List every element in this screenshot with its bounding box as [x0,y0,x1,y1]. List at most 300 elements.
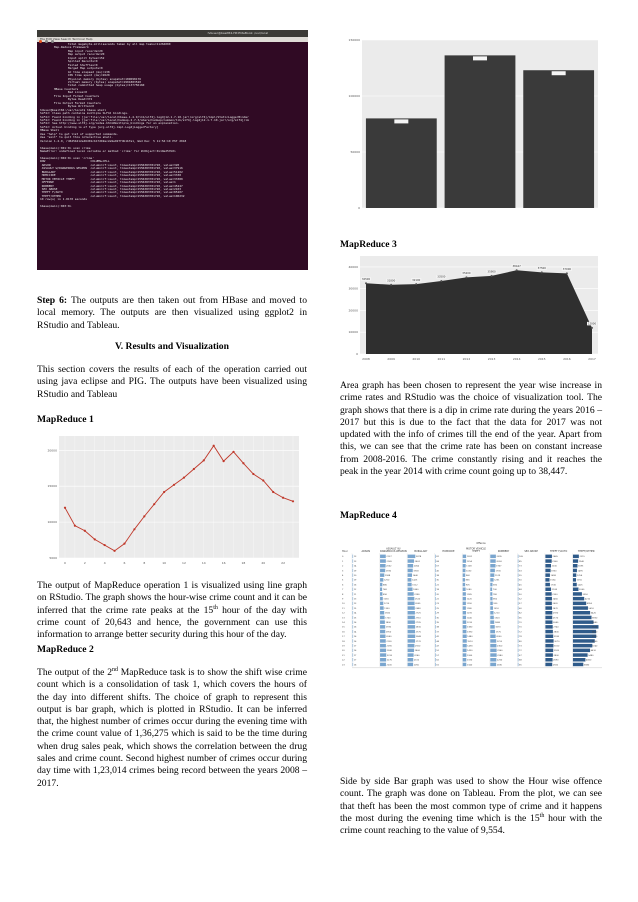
data-point [242,462,244,464]
bar-value-label: 2180 [496,664,503,667]
bar-value-label: 4210 [584,598,591,601]
bar-value-label: 1519 [494,575,501,577]
x-tick-label: 0 [64,561,66,565]
mr4-tableau-chart-svg [340,540,602,682]
bar [573,644,592,648]
bar-value-label: 2680 [415,607,421,610]
bar-value-label: 2215 [579,556,585,559]
bar-value-label: 2878 [415,556,422,559]
bar-value-label: 73 [519,565,522,568]
bar [408,611,415,615]
terminal-line: SLF4J: Actual binding is of type [org.slf4j.impl.Log4jLoggerFactory] [40,124,159,129]
bar [408,578,412,582]
mr4-text-b: hour with the crime count reaching to the value of 9,554. [340,812,602,837]
mr2-bar-chart-svg [340,32,602,228]
bar-value-label: 5480 [588,654,594,657]
terminal-screenshot [37,30,308,270]
data-point [64,507,66,509]
bar [545,620,552,624]
bar [408,583,412,587]
bar-value-label-box [473,56,487,60]
mr3-area-chart-svg [340,252,602,370]
data-point [94,538,96,540]
terminal-line: MOTOR VEHICLE THEFT column=cf:count, timestamp=1556383781720, value=33380 [40,176,183,181]
data-point [252,473,254,475]
bar [545,635,553,639]
data-point [173,484,175,486]
column-header: MOTOR VEHICLE [466,547,486,551]
column-header: DANGEROUS WEAPON [379,550,407,553]
bar [408,602,415,606]
bar [380,620,385,624]
bar-value-label: 6410 [590,650,596,653]
bar-value-label: 2380 [497,654,503,657]
bar-value-label: 9554 [592,626,598,629]
bar [380,625,385,629]
bar [463,616,466,620]
bar-value-label: 25 [436,607,440,610]
bar-value-label: 68 [519,659,522,662]
bar-value-label: 1030 [466,570,472,573]
bar [490,573,494,577]
bar-value-label: 6420 [590,612,597,615]
terminal-line: HOMICIDE column=cf:count, timestamp=1556383781720, value=3338 [40,173,181,178]
bar-value-label: 16 [353,650,357,653]
bar-value-label: 880 [383,584,387,587]
bar-value-label: 13 [353,598,357,601]
bar-value-label: 1235 [466,612,472,615]
terminal-line: Map output records=20 [40,52,105,57]
row-hour-label: 23 [342,664,345,667]
row-hour-label: 12 [342,612,345,615]
bar [463,559,466,563]
bar [463,588,466,592]
value-label: 35900 [487,270,496,274]
mr1-line-chart [37,430,307,572]
bar [490,611,493,615]
bar [545,649,553,653]
terminal-line: THEFT/OTHER column=cf:count, timestamp=1556383781720, value=100232 [40,193,185,198]
mr4-heading [340,510,602,522]
terminal-line: Physical memory (bytes) snapshot=189698176 [40,76,141,81]
bar-value-label: 1210 [494,612,500,615]
mr2-text-a: The output of the 2 [37,667,112,678]
bar-value-label: 2270 [386,659,393,662]
value-label: 38447 [512,264,521,268]
bar [463,658,467,662]
bar [463,606,466,610]
terminal-line: hbase(main):002:0> scan 'crime' [40,155,94,160]
x-tick-label: 6 [123,561,126,565]
terminal-line: BURGLARY column=cf:count, timestamp=1556383781720, value=51202 [40,169,183,174]
step6-text: The outputs are then taken out from HBase and moved to local memory. The outputs are then visualized using ggplot2 in RStudio and Tableau. [37,295,308,331]
x-tick-label: 10 [162,561,167,565]
terminal-line: THEFT F/AUTO column=cf:count, timestamp=1556383781720, value=85207 [40,190,183,195]
bar [573,564,578,568]
bar-value-label: 1730 [495,570,501,573]
bar [380,639,386,643]
bar-value-label: 12 [353,589,357,592]
bar-value-label: 2190 [386,645,392,648]
column-header: ARSON [361,550,371,553]
bar-value-label: 2240 [386,650,392,653]
bar-value-label: 2062 [386,565,392,568]
bar-value-label: 72 [519,650,522,653]
bar-value-label: 1560 [384,612,391,615]
bar-value-label: 16 [353,584,357,587]
bar-value-label: 13 [353,560,357,563]
bar-value-label: 1360 [466,654,473,657]
mr1-caption [37,580,307,641]
section-title [37,341,307,353]
data-point [153,503,155,505]
bar-value-label: 78 [519,636,522,639]
bar-value-label: 19 [353,579,357,582]
bar-value-label: 17 [353,659,357,662]
bar-value-label: 1967 [496,565,502,568]
bar [463,663,467,667]
terminal-title-bar [37,30,308,37]
bar-value-label: 930 [493,603,498,606]
bar-value-label: 85 [519,560,522,563]
row-hour-label: 20 [342,650,345,653]
terminal-line: hbase(main):003:0> [40,204,74,209]
data-point [232,451,234,453]
column-header: THEFT [472,550,480,553]
bar-value-label: 14 [353,612,357,615]
bar-value-label: 3010 [554,645,560,648]
value-label: 32100 [412,278,421,282]
bar-value-label: 16 [353,636,357,639]
mr4-tableau-chart [340,540,602,682]
bar-value-label: 7240 [592,645,598,648]
bar-value-label: 2310 [386,654,393,657]
bar-value-label: 63 [519,570,522,573]
bar-value-label: 42 [436,636,440,639]
bar [573,663,583,667]
value-label: 35200 [462,272,471,276]
bar [573,592,582,596]
terminal-line: Bytes Read=372 [40,97,93,102]
bar [545,644,553,648]
bar [545,583,550,587]
bar-value-label: 1554 [550,579,556,582]
bar [408,625,416,629]
bar [573,569,577,573]
bar-value-label: 2050 [413,664,419,667]
bar-value-label: 30 [436,617,440,620]
column-header: THEFT F/AUTO [550,550,568,553]
y-tick-label: 100000 [348,94,360,98]
bar [463,597,466,601]
data-point [516,269,518,271]
x-tick-label: 2014 [512,357,521,361]
bar-value-label: 2402 [414,560,420,563]
terminal-line: SLF4J: Class path contains multiple SLF4J bindings. [40,111,129,116]
data-point [415,283,417,285]
bar [463,564,466,568]
y-tick-label: 40000 [348,264,358,269]
data-point [440,280,442,282]
terminal-line: hduser@basit84:/usr/local$ hbase shell [40,107,107,112]
bar-value-label: 37 [436,631,440,634]
bar-value-label: 2350 [552,593,558,596]
bar-value-label: 61 [436,664,440,667]
bar-value-label: 70 [519,622,522,624]
mr3-text: Area graph has been chosen to represent the year wise increase in crime rates and RStudio was the choice of visualization tool. The graph shows that there is a dip in crime rate during the years 2016 – 2017 but this is due to the fact that the data for 2017 was not updated with the info of crimes till the end of the year. Apart from this, we can see that the crime rate has been on constant increase from 2008-2016. The crime constantly rising and it reaches the peak in the year 2014 with crime count going up to 38,447. [340,380,602,478]
bar-value-label: 700 [492,589,497,592]
bar-value-label: 1930 [385,570,392,573]
bar-value-label: 67 [436,565,440,568]
bar-value-label: 13 [353,603,357,606]
bar-value-label: 15 [353,617,357,620]
bar [463,602,466,606]
data-point [591,327,593,329]
bar [573,555,579,559]
bar-value-label: 2520 [414,598,421,601]
bar [573,620,594,624]
mr2-heading [37,644,307,656]
y-tick-label: 150000 [348,38,360,42]
bar [545,606,552,610]
bar [573,583,577,587]
mr4-text-sup: th [539,812,545,819]
bar [573,658,585,662]
bar [490,653,496,657]
terminal-line: File Input Format Counters [40,93,100,98]
data-point [84,530,86,532]
x-tick-label: 2012 [462,357,471,361]
x-tick-label: 2008 [362,357,370,361]
bar-value-label: 6950 [592,617,598,620]
bar-value-label: 165 [519,556,524,559]
bar-value-label: 81 [436,556,440,559]
y-tick-label: 5000 [49,556,57,560]
section-text: This section covers the results of each of the operation carried out using java eclipse and PIG. The outputs have been visualized using RStudio and Tableau [37,364,307,400]
row-hour-label: 18 [342,640,345,643]
x-tick-label: 8 [143,561,146,565]
bar [490,639,496,643]
y-tick-label: 20000 [348,308,358,313]
bar-value-label: 2560 [552,664,559,667]
terminal-menu: File Edit View Search Terminal Help [37,37,308,42]
bar-value-label: 1281 [466,556,473,559]
bar-value-label: 2000 [496,636,502,639]
bar-value-label: 2137 [386,556,392,559]
bar-value-label: 940 [465,575,470,577]
bar [408,555,416,559]
bar [380,649,386,653]
bar [380,602,383,606]
step6-paragraph [37,295,307,332]
y-tick-label: 30000 [348,286,358,291]
terminal-title: hduser@basit84-HP-EliteBook: /usr/local [207,31,268,35]
bar-value-label: 1770 [495,631,501,634]
row-hour-label: 1 [342,560,344,563]
y-tick-label: 50000 [350,150,360,154]
bar-value-label: 29 [436,612,440,615]
terminal-line: 10 row(s) in 1.0170 seconds [40,197,87,202]
terminal-line: HBase Counters [40,86,79,91]
bar-value-label: 1350 [384,607,390,610]
column-header: BURGLARY [414,550,428,553]
terminal-line: Use "help" to get list of supported commands. [40,131,119,136]
bar-value-label: 1480 [467,636,473,639]
bar-value-label: 5610 [588,607,594,610]
bar-value-label: 2200 [386,664,392,667]
bar-value-label: 20 [353,575,357,577]
y-tick-label: 10000 [348,330,358,335]
bar [380,616,385,620]
bar-value-label: 1700 [385,617,391,620]
row-hour-label: 9 [342,598,344,601]
bar-value-label: 44 [436,640,440,643]
x-tick-label: 18 [241,561,246,565]
data-point [541,271,543,273]
bar-value-label: 1080 [466,589,472,592]
bar-value-label: 70 [519,626,522,629]
bar [545,592,551,596]
data-point [390,284,392,286]
bar-value-label: 45 [436,570,440,573]
bar-value-label: 1950 [385,631,392,634]
bar-value-label: 2725 [415,612,421,615]
bar [573,616,592,620]
mr2-heading-text: MapReduce 2 [37,644,94,655]
row-hour-label: 13 [342,617,345,620]
bar-value-label: 1640 [412,575,418,577]
bar-value-label: 72 [519,631,522,634]
bar-value-label: 2570 [552,617,559,620]
bar [545,597,552,601]
bar [463,644,467,648]
x-tick-label: 12 [182,561,186,565]
bar-value-label: 1254 [466,560,472,563]
row-hour-label: 5 [342,579,344,582]
bar-value-label: 1698 [550,575,556,577]
bar-value-label: 17 [353,654,357,657]
y-tick-label: 0 [358,206,360,210]
x-tick-label: 4 [103,561,106,565]
mr1-caption-b: hour of the day with crime count of 20,643 and hence, the government can use this information to arrange better security during this hour of the day. [37,604,308,641]
section-heading: V. Results and Visualization [115,341,229,352]
bar [573,597,584,601]
bar-value-label-box [394,119,408,123]
bar-value-label: 18 [436,589,440,592]
bar [408,597,415,601]
bar [380,630,385,634]
bar [490,625,494,629]
bar-value-label: 1254 [576,575,583,577]
terminal-line: Total committed heap usage (bytes)=137756160 [40,83,145,88]
bar-value-label: 1670 [495,626,501,629]
bar [408,663,413,667]
bar [545,658,552,662]
bar-value-label: 905 [465,584,470,587]
bar [490,663,496,667]
bar-value-label: 52 [519,598,522,601]
bar [545,602,551,606]
bar-value-label: 23 [436,603,440,606]
bar [380,564,386,568]
bar-value-label: 1320 [494,617,500,620]
bar-value-label: 60 [519,607,522,610]
bar-value-label: 2470 [552,607,558,610]
mr1-heading [37,414,307,426]
bar [380,578,383,582]
bar [408,635,416,639]
bar-value-label: 1185 [466,593,472,596]
bar [408,620,415,624]
bar-value-label: 2840 [415,636,422,639]
bar-value-label: 1190 [466,603,472,606]
bar [408,649,414,653]
bar [490,635,495,639]
bar [380,573,384,577]
bar-value-label: 2770 [415,631,421,634]
bar-value-label: 57 [519,603,522,606]
bar-value-label: 80 [519,640,522,643]
bar [408,639,415,643]
bar-value-label: 1588 [384,575,391,577]
data-point [491,275,493,277]
bar-value-label: 2605 [415,603,421,606]
bar-value-label: 20 [436,593,440,596]
bar [490,559,495,563]
bar-value-label: 1490 [467,645,473,648]
bar-value-label: 7680 [592,622,598,624]
bar-value-label: 2300 [497,645,503,648]
bar-value-label: 2040 [386,636,392,639]
mr2-text-sup: nd [112,666,118,673]
bar-value-label: 1340 [466,664,473,667]
bar-value-label: 55 [519,575,522,577]
bar [545,630,552,634]
row-hour-label: 2 [342,565,344,568]
column-header: ROBBERY [497,550,510,553]
bar-value-label: 2280 [414,593,420,596]
bar [545,569,550,573]
bar-value-label: 50 [519,593,522,596]
mr3-heading-text: MapReduce 3 [340,239,397,250]
bar [545,578,549,582]
bar-value-label: 52 [436,650,440,653]
terminal-line: NameError: undefined local variable or method `crime' for #<Object:0x19e257b0> [40,149,176,154]
bar-value-label: 2710 [415,617,421,620]
row-hour-label: 14 [342,622,345,624]
bar-value-label: 2590 [552,612,559,615]
bar-value-label: 2100 [413,659,420,662]
bar-value-label: 16 [353,640,357,643]
bar-value-label: 1030 [383,598,389,601]
bar-value-label: 2240 [414,654,420,657]
bar-value-label: 2740 [553,626,559,629]
value-label: 33500 [437,275,446,279]
bar-value-label: 2445 [552,556,558,559]
bar-value-label: 67 [519,654,522,657]
bar [545,625,552,629]
terminal-line: Virtual memory (bytes) snapshot=1901883520 [40,79,141,84]
bar-value-label: 2420 [552,603,558,606]
bar-value-label: 45 [519,584,522,587]
y-tick-label: 10000 [47,520,57,525]
terminal-line: ARSON column=cf:count, timestamp=1556383781720, value=320 [40,162,180,167]
bar-value-label: 856 [465,579,470,582]
bar-value-label: 30 [436,579,440,582]
bar [380,559,386,563]
bar [380,653,386,657]
bar [463,592,466,596]
